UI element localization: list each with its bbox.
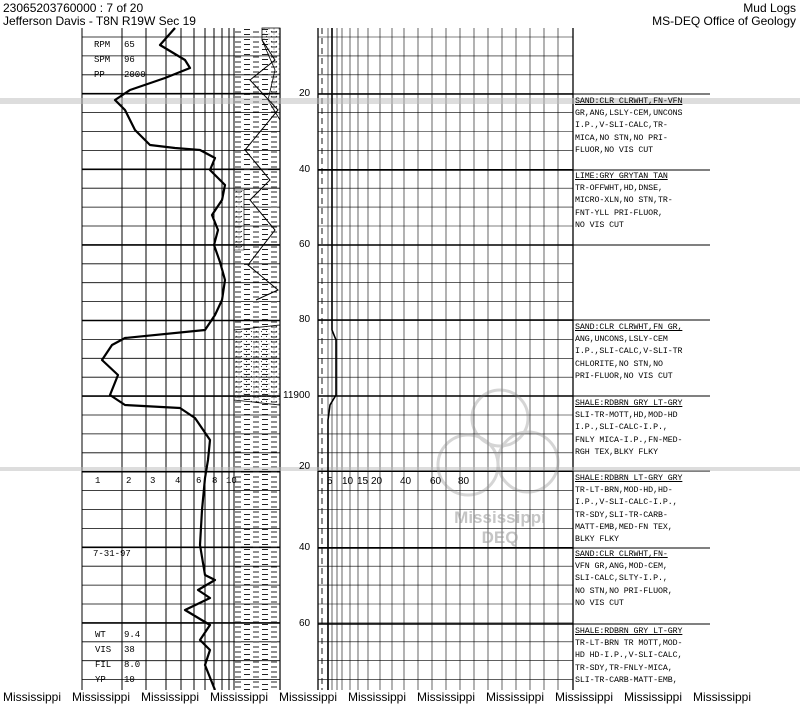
depth-label: 40 <box>299 542 311 553</box>
gas-tick: 15 <box>357 476 369 487</box>
description-line: TR-LT-BRN TR MOTT,MOD- <box>575 639 683 649</box>
lime-fill <box>234 190 244 250</box>
lithology-description <box>575 398 800 459</box>
description-line: SHALE:RDBRN LT-GRY GRY <box>575 474 683 483</box>
description-line: LIME:GRY GRYTAN TAN <box>575 172 668 181</box>
description-line: I.P.,SLI-CALC,V-SLI-TR <box>575 347 683 357</box>
description-line: FNT-YLL PRI-FLUOR, <box>575 208 663 218</box>
lithology-description <box>575 171 800 232</box>
param-value: 2000 <box>124 70 146 80</box>
description-line: TR-SDY,SLI-TR-CARB- <box>575 510 668 520</box>
description-line: PRI-FLUOR,NO VIS CUT <box>575 371 673 381</box>
doc-type: Mud Logs <box>743 1 796 15</box>
mud-label: YP <box>95 675 106 685</box>
description-line: TR-OFFWHT,HD,DNSE, <box>575 184 663 194</box>
footer-watermark: Mississippi <box>279 690 338 704</box>
watermark-subtext: DEQ <box>481 528 519 547</box>
rate-tick: 8 <box>212 476 218 486</box>
description-line: SLI-TR-MOTT,HD,MOD-HD <box>575 411 678 421</box>
description-line: NO VIS CUT <box>575 598 624 608</box>
description-line: NO STN,NO PRI-FLUOR, <box>575 586 673 596</box>
gas-tick: 20 <box>371 476 383 487</box>
param-label: RPM <box>94 40 111 50</box>
gas-tick: 10 <box>342 476 354 487</box>
param-value: 65 <box>124 40 135 50</box>
footer-watermark: Mississippi <box>141 690 200 704</box>
depth-label: 80 <box>299 314 311 325</box>
description-line: I.P.,V-SLI-CALC-I.P., <box>575 498 678 508</box>
rate-tick: 3 <box>150 476 156 486</box>
description-line: BLKY FLKY <box>575 535 619 545</box>
log-date: 7-31-97 <box>93 549 131 559</box>
mud-value: 38 <box>124 645 135 655</box>
description-line: SAND:CLR CLRWHT,FN GR, <box>575 323 683 332</box>
lithology-description <box>575 626 800 687</box>
gas-tick: 80 <box>458 476 470 487</box>
gas-tick: 5 <box>327 476 333 487</box>
description-line: SAND:CLR CLRWHT,FN- <box>575 550 668 559</box>
description-line: SLI-TR-CARB-MATT-EMB, <box>575 675 678 685</box>
mud-value: 8.0 <box>124 660 141 670</box>
description-line: HD HD-I.P.,V-SLI-CALC, <box>575 651 683 661</box>
watermark-text: Mississippi <box>454 508 546 527</box>
sand-fill <box>234 325 280 405</box>
description-line: ANG,UNCONS,LSLY-CEM <box>575 335 668 345</box>
description-line: SAND:CLR CLRWHT,FN-VFN <box>575 97 683 106</box>
mud-value: 10 <box>124 675 135 685</box>
description-line: CHLORITE,NO STN,NO <box>575 359 663 369</box>
depth-label: 20 <box>299 88 311 99</box>
param-value: 96 <box>124 55 135 65</box>
scan-band <box>0 467 800 471</box>
description-line: MICRO-XLN,NO STN,TR- <box>575 196 673 206</box>
footer-watermark: Mississippi <box>555 690 614 704</box>
mud-label: FIL <box>95 660 112 670</box>
depth-label: 60 <box>299 618 311 629</box>
footer-watermark-strip <box>0 690 800 705</box>
watermark-seal <box>438 390 558 495</box>
well-id: 23065203760000 : 7 of 20 <box>3 1 144 15</box>
description-line: NO VIS CUT <box>575 220 624 230</box>
description-line: MICA,NO STN,NO PRI- <box>575 133 668 143</box>
description-line: TR-SDY,TR-FNLY-MICA, <box>575 663 673 673</box>
agency-name: MS-DEQ Office of Geology <box>652 14 796 28</box>
lithology-description <box>575 322 800 383</box>
description-line: FLUOR,NO VIS CUT <box>575 145 654 155</box>
depth-label: 11900 <box>283 390 311 401</box>
mud-value: 9.4 <box>124 630 141 640</box>
description-line: FNLY MICA-I.P.,FN-MED- <box>575 435 683 445</box>
drilling-rate-curve <box>102 28 225 690</box>
footer-watermark: Mississippi <box>348 690 407 704</box>
gas-tick: 60 <box>430 476 442 487</box>
well-location: Jefferson Davis - T8N R19W Sec 19 <box>3 14 196 28</box>
depth-label: 40 <box>299 164 311 175</box>
depth-label: 20 <box>299 461 311 472</box>
rate-tick: 1 <box>95 476 101 486</box>
lithology-description <box>575 549 800 610</box>
description-line: GR,ANG,LSLY-CEM,UNCONS <box>575 109 683 119</box>
lithology-column <box>234 28 280 690</box>
rate-tick: 2 <box>126 476 132 486</box>
description-line: SLI-CALC,SLTY-I.P., <box>575 574 668 584</box>
description-line: SHALE:RDBRN GRY LT-GRY <box>575 399 683 408</box>
footer-watermark: Mississippi <box>3 690 62 704</box>
description-line: I.P.,SLI-CALC-I.P., <box>575 423 668 433</box>
description-line: RGH TEX,BLKY FLKY <box>575 447 658 457</box>
rate-tick: 6 <box>196 476 202 486</box>
footer-watermark: Mississippi <box>693 690 752 704</box>
seal-circle <box>498 432 558 492</box>
param-label: PP <box>94 70 105 80</box>
param-label: SPM <box>94 55 111 65</box>
footer-watermark: Mississippi <box>210 690 269 704</box>
description-line: TR-LT-BRN,MOD-HD,HD- <box>575 486 673 496</box>
footer-watermark: Mississippi <box>417 690 476 704</box>
log-curves <box>102 28 336 690</box>
lithology-description <box>575 473 800 546</box>
footer-watermark: Mississippi <box>72 690 131 704</box>
description-line: SHALE:RDBRN GRY LT-GRY <box>575 627 683 636</box>
footer-watermark: Mississippi <box>624 690 683 704</box>
rate-tick: 4 <box>175 476 181 486</box>
mud-label: VIS <box>95 645 112 655</box>
description-line: MATT-EMB,MED-FN TEX, <box>575 522 673 532</box>
lithology-description <box>575 96 800 157</box>
mud-label: WT <box>95 630 106 640</box>
rate-tick: 10 <box>226 476 237 486</box>
footer-watermark: Mississippi <box>486 690 545 704</box>
description-line: I.P.,V-SLI-CALC,TR- <box>575 121 668 131</box>
gas-tick: 40 <box>400 476 412 487</box>
depth-label: 60 <box>299 239 311 250</box>
description-line: VFN GR,ANG,MOD-CEM, <box>575 562 668 572</box>
